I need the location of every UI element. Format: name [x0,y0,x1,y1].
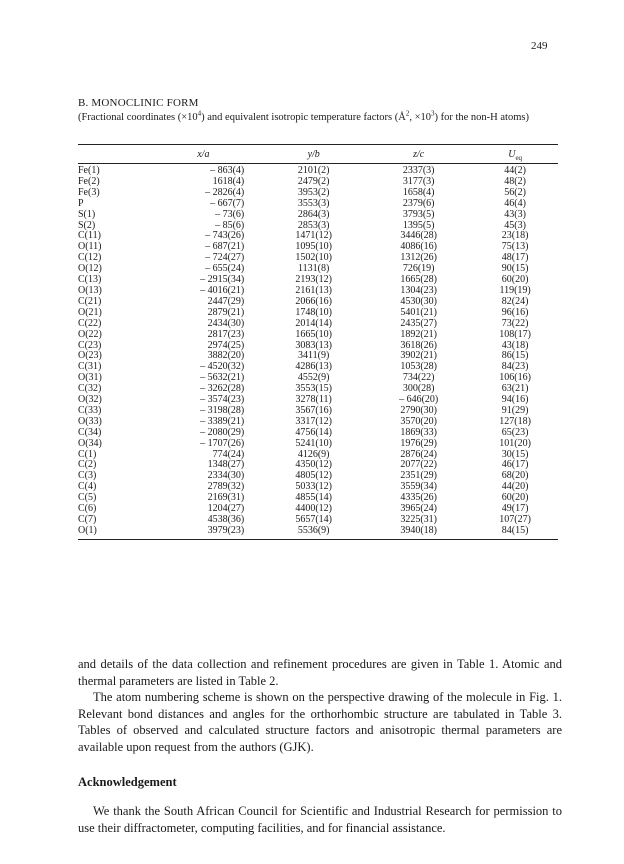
cell-atom: C(23) [78,339,102,351]
cell-ueq: 68(20) [501,470,529,482]
cell-ueq: 43(3) [504,208,526,220]
cell-x: 1204(27) [207,503,245,515]
cell-x: – 3198(28) [200,404,245,416]
cell-ueq: 46(4) [504,197,526,209]
table-header-row [78,145,558,164]
cell-x: – 655(24) [205,263,245,275]
cell-x: 774(24) [212,448,245,460]
cell-z: 1053(28) [400,361,438,373]
cell-z: 2790(30) [400,404,438,416]
cell-atom: Fe(1) [78,165,100,176]
cell-ueq: 46(17) [501,459,529,471]
cell-ueq: 84(15) [472,526,558,539]
cell-ueq: 65(23) [501,426,529,438]
cell-x: 2169(31) [207,492,245,504]
cell-atom: C(2) [78,459,97,471]
cell-ueq: 96(16) [501,306,529,318]
cell-y: 3083(13) [295,339,333,351]
cell-y: 2066(16) [295,295,333,307]
cell-ueq: 106(16) [499,372,531,384]
paragraph-acknowledgement: We thank the South African Council for Scientific and Industrial Research for permission to use their diffractometer, computing facilities, and for financial assistance. [78,804,562,835]
cell-ueq: 30(15) [501,448,529,460]
table-row [78,439,558,450]
cell-z: 2379(6) [402,197,435,209]
cell-x: – 4520(32) [200,361,245,373]
cell-y: 4126(9) [297,448,330,460]
cell-atom: C(31) [78,361,102,373]
cell-ueq: 44(20) [501,481,529,493]
cell-y: 3317(12) [295,415,333,427]
cell-x: 2789(32) [207,481,245,493]
cell-y: 2853(3) [297,219,330,231]
caption-part2: ) and equivalent isotropic temperature factors (Å [201,112,406,123]
cell-z: 2337(3) [402,165,435,176]
cell-x: 1348(27) [207,459,245,471]
cell-z: 2077(22) [400,459,438,471]
acknowledgement-heading: Acknowledgement [78,775,177,789]
cell-z: 3225(31) [400,514,438,525]
cell-y: 4855(14) [295,492,333,504]
cell-atom: C(33) [78,404,102,416]
cell-y: 4400(12) [295,503,333,515]
cell-y: 3553(3) [297,197,330,209]
cell-ueq: 63(21) [501,383,529,395]
cell-x: 2974(25) [207,339,245,351]
cell-y: 2479(2) [297,175,330,187]
table-caption [78,111,558,124]
cell-z: 3902(21) [400,350,438,362]
cell-y: 3411(9) [298,350,330,362]
coordinates-table [78,144,558,540]
cell-y: 5536(9) [262,526,365,539]
cell-ueq: 48(17) [501,252,529,264]
header-ueq [472,145,558,164]
cell-atom: C(32) [78,383,102,395]
cell-y: 2014(14) [295,317,333,329]
cell-z: 726(19) [402,263,435,275]
caption-part3: , ×10 [409,112,431,123]
cell-z: 1304(23) [400,284,438,296]
cell-atom: S(1) [78,208,96,220]
cell-y: 1502(10) [295,252,333,264]
cell-atom: C(11) [78,230,101,242]
cell-atom: P [78,197,84,209]
table-row [78,330,558,341]
cell-atom: O(13) [78,284,102,296]
cell-z: 1658(4) [402,186,435,198]
cell-z: 3618(26) [400,339,438,351]
section-title: B. MONOCLINIC FORM [78,97,199,109]
cell-ueq: 48(2) [504,175,526,187]
caption-sup2: 2 [405,109,410,118]
cell-x: 2879(21) [207,306,245,318]
cell-z: 3177(3) [402,175,435,187]
cell-ueq: 60(20) [501,274,529,286]
cell-z: 1869(33) [400,426,438,438]
cell-z: 4530(30) [400,295,438,307]
cell-x: 2434(30) [207,317,245,329]
cell-z: 5401(21) [400,306,438,318]
cell-x: – 863(4) [210,165,245,176]
cell-ueq: 90(15) [501,263,529,275]
cell-y: 3553(15) [295,383,333,395]
cell-ueq: 107(27) [499,514,531,525]
cell-x: 2334(30) [207,470,245,482]
cell-z: 2351(29) [400,470,438,482]
cell-ueq: 49(17) [501,503,529,515]
header-atom [78,145,144,164]
cell-x: – 687(21) [205,241,245,253]
cell-z: 300(28) [402,383,435,395]
cell-ueq: 108(17) [499,328,531,340]
cell-z: 3559(34) [400,481,438,493]
cell-y: 2101(2) [297,165,330,176]
cell-atom: O(12) [78,263,102,275]
cell-z: 1976(29) [400,437,438,449]
cell-z: – 646(20) [399,394,439,406]
cell-x: – 4016(21) [200,284,245,296]
cell-x: 3882(20) [207,350,245,362]
paragraph-data-collection: and details of the data collection and refinement procedures are given in Table 1. Atomic and thermal parameters are listed in Table 2. [78,657,562,688]
cell-y: 3567(16) [295,404,333,416]
cell-z: 4335(26) [400,492,438,504]
caption-part4: ) for the non-H atoms) [434,112,529,123]
cell-atom: O(23) [78,350,102,362]
header-z: z/c [365,145,472,164]
cell-ueq: 84(23) [501,361,529,373]
cell-ueq: 86(15) [501,350,529,362]
cell-ueq: 23(18) [501,230,529,242]
cell-atom: C(1) [78,448,97,460]
caption-part1: (Fractional coordinates (×10 [78,112,198,123]
cell-y: 1131(8) [298,263,330,275]
cell-atom: C(13) [78,274,102,286]
cell-x: 3979(23) [144,526,262,539]
header-x: x/a [144,145,262,164]
cell-z: 3446(28) [400,230,438,242]
cell-x: – 1707(26) [200,437,245,449]
cell-y: 5033(12) [295,481,333,493]
cell-ueq: 75(13) [501,241,529,253]
cell-y: 4350(12) [295,459,333,471]
cell-atom: O(1) [78,526,144,539]
cell-x: – 743(26) [205,230,245,242]
cell-y: 4805(12) [295,470,333,482]
cell-x: 4538(36) [207,514,245,525]
cell-x: – 3574(23) [200,394,245,406]
cell-x: – 5632(21) [200,372,245,384]
cell-z: 3940(18) [365,526,472,539]
cell-y: 4552(9) [297,372,330,384]
cell-z: 1395(5) [402,219,435,231]
cell-z: 1665(28) [400,274,438,286]
table-row [78,199,558,210]
table-row [78,319,558,330]
cell-atom: O(31) [78,372,102,384]
cell-ueq: 44(2) [504,165,526,176]
cell-atom: C(6) [78,503,97,515]
cell-x: – 2826(4) [205,186,245,198]
cell-y: 3953(2) [297,186,330,198]
cell-y: 2193(12) [295,274,333,286]
cell-y: 4756(14) [295,426,333,438]
cell-y: 2864(3) [297,208,330,220]
cell-ueq: 60(20) [501,492,529,504]
table-row [78,164,558,177]
cell-atom: C(21) [78,295,102,307]
cell-y: 2161(13) [295,284,333,296]
cell-y: 3278(11) [295,394,332,406]
cell-y: 1748(10) [295,306,333,318]
cell-atom: O(34) [78,437,102,449]
cell-ueq: 101(20) [499,437,531,449]
cell-ueq: 73(22) [501,317,529,329]
cell-x: – 85(6) [215,219,245,231]
cell-atom: O(22) [78,328,102,340]
cell-ueq: 94(16) [501,394,529,406]
cell-x: – 2080(29) [200,426,245,438]
cell-x: – 2915(34) [200,274,245,286]
table-row [78,526,558,539]
cell-atom: C(5) [78,492,97,504]
cell-x: 2817(23) [207,328,245,340]
caption-sup3: 3 [430,109,435,118]
cell-atom: C(3) [78,470,97,482]
cell-y: 5241(10) [295,437,333,449]
cell-z: 3570(20) [400,415,438,427]
cell-atom: O(32) [78,394,102,406]
table-row [78,210,558,221]
cell-z: 3793(5) [402,208,435,220]
cell-atom: C(7) [78,514,97,525]
cell-atom: C(12) [78,252,102,264]
cell-atom: S(2) [78,219,96,231]
cell-ueq: 127(18) [499,415,531,427]
cell-x: – 3262(28) [200,383,245,395]
cell-x: – 3389(21) [200,415,245,427]
cell-y: 4286(13) [295,361,333,373]
caption-sup1: 4 [197,109,202,118]
cell-y: 1095(10) [295,241,333,253]
page-number: 249 [531,40,548,52]
cell-x: 1618(4) [212,175,245,187]
cell-atom: O(21) [78,306,102,318]
cell-ueq: 82(24) [501,295,529,307]
cell-z: 2435(27) [400,317,438,329]
cell-x: – 73(6) [215,208,245,220]
cell-z: 1312(26) [400,252,438,264]
cell-y: 5657(14) [295,514,333,525]
cell-atom: O(33) [78,415,102,427]
table-body [78,164,558,540]
cell-x: – 724(27) [205,252,245,264]
header-u-sub: eq [515,153,523,162]
cell-y: 1471(12) [295,230,333,242]
cell-ueq: 91(29) [501,404,529,416]
cell-atom: Fe(2) [78,175,100,187]
cell-z: 2876(24) [400,448,438,460]
cell-ueq: 43(18) [501,339,529,351]
header-u: U [508,148,516,160]
cell-ueq: 56(2) [504,186,526,198]
cell-ueq: 119(19) [499,284,531,296]
cell-x: 2447(29) [207,295,245,307]
cell-z: 4086(16) [400,241,438,253]
cell-x: – 667(7) [210,197,245,209]
cell-atom: Fe(3) [78,186,100,198]
cell-z: 3965(24) [400,503,438,515]
cell-z: 1892(21) [400,328,438,340]
cell-z: 734(22) [402,372,435,384]
cell-atom: C(34) [78,426,102,438]
cell-atom: O(11) [78,241,102,253]
cell-ueq: 45(3) [504,219,526,231]
cell-atom: C(4) [78,481,97,493]
paragraph-numbering-scheme: The atom numbering scheme is shown on the perspective drawing of the molecule in Fig. 1. Relevant bond distances and angles for the orthorhombic structure are tabulated in Table 3. Tables of observed and calculated structure factors and anisotropic thermal parameters are available upon request from the authors (GJK). [78,690,562,754]
cell-y: 1665(10) [295,328,333,340]
cell-atom: C(22) [78,317,102,329]
header-y: y/b [262,145,365,164]
